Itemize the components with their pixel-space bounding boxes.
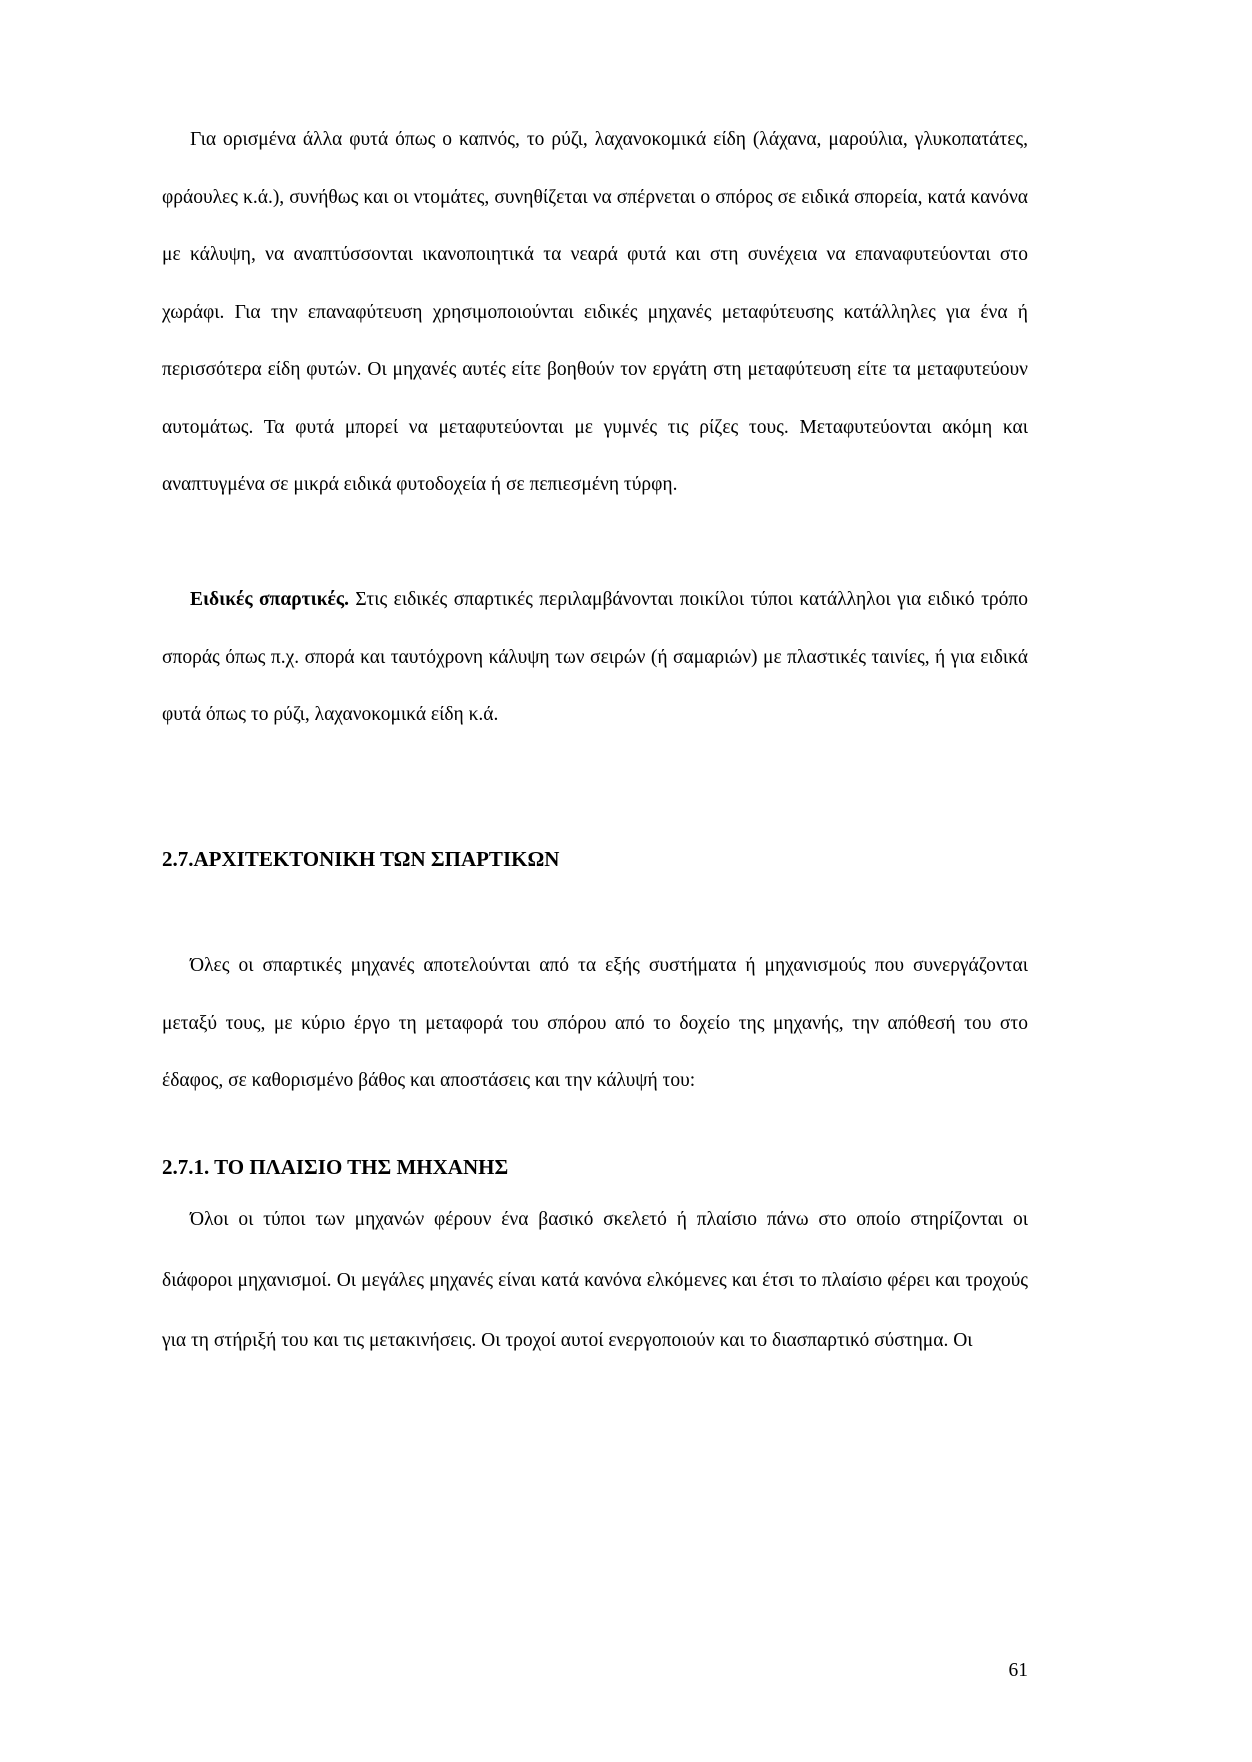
paragraph-special-seeders bbox=[162, 571, 1028, 744]
paragraph-machine-frame-text: Όλοι οι τύποι των μηχανών φέρουν ένα βασικό σκελετό ή πλαίσιο πάνω στο οποίο στηρίζονται οι διάφοροι μηχανισμοί. Οι μεγάλες μηχανές είναι κατά κανόνα ελκόμενες και έτσι το πλαίσιο φέρει και τροχούς για τη στήριξή του και τις μετακινήσεις. Οι τροχοί αυτοί ενεργοποιούν και το διασπαρτικό σύστημα. Οι bbox=[162, 1209, 1028, 1351]
section-heading: 2.7.ΑΡΧΙΤΕΚΤΟΝΙΚΗ ΤΩΝ ΣΠΑΡΤΙΚΩΝ bbox=[162, 847, 560, 871]
paragraph-machine-frame bbox=[162, 1190, 1028, 1372]
paragraph-transplanting-text: Για ορισμένα άλλα φυτά όπως ο καπνός, το ρύζι, λαχανοκομικά είδη (λάχανα, μαρούλια, γλυκοπατάτες, φράουλες κ.ά.), συνήθως και οι ντομάτες, συνηθίζεται να σπέρνεται ο σπόρος σε ειδικά σπορεία, κατά κανόνα με κάλυψη, να αναπτύσσονται ικανοποιητικά τα νεαρά φυτά και στη συνέχεια να επαναφυτεύονται στο χωράφι. Για την επαναφύτευση χρησιμοποιούνται ειδικές μηχανές μεταφύτευσης κατάλληλες για ένα ή περισσότερα είδη φυτών. Οι μηχανές αυτές είτε βοηθούν τον εργάτη στη μεταφύτευση είτε τα μεταφυτεύουν αυτομάτως. Τα φυτά μπορεί να μεταφυτεύονται με γυμνές τις ρίζες τους. Μεταφυτεύονται ακόμη και αναπτυγμένα σε μικρά ειδικά φυτοδοχεία ή σε πεπιεσμένη τύρφη. bbox=[162, 129, 1028, 495]
page-number: 61 bbox=[1008, 1660, 1028, 1681]
run-in-heading: Ειδικές σπαρτικές. bbox=[190, 589, 349, 610]
paragraph-transplanting bbox=[162, 111, 1028, 514]
paragraph-seeder-systems bbox=[162, 937, 1028, 1110]
paragraph-special-seeders-text: Στις ειδικές σπαρτικές περιλαμβάνονται ποικίλοι τύποι κατάλληλοι για ειδικό τρόπο σποράς όπως π.χ. σπορά και ταυτόχρονη κάλυψη των σειρών (ή σαμαριών) με πλαστικές ταινίες, ή για ειδικά φυτά όπως το ρύζι, λαχανοκομικά είδη κ.ά. bbox=[162, 589, 1028, 725]
paragraph-seeder-systems-text: Όλες οι σπαρτικές μηχανές αποτελούνται από τα εξής συστήματα ή μηχανισμούς που συνεργάζονται μεταξύ τους, με κύριο έργο τη μεταφορά του σπόρου από το δοχείο της μηχανής, την απόθεσή του στο έδαφος, σε καθορισμένο βάθος και αποστάσεις και την κάλυψή του: bbox=[162, 955, 1028, 1091]
subsection-heading: 2.7.1. ΤΟ ΠΛΑΙΣΙΟ ΤΗΣ ΜΗΧΑΝΗΣ bbox=[162, 1155, 509, 1179]
